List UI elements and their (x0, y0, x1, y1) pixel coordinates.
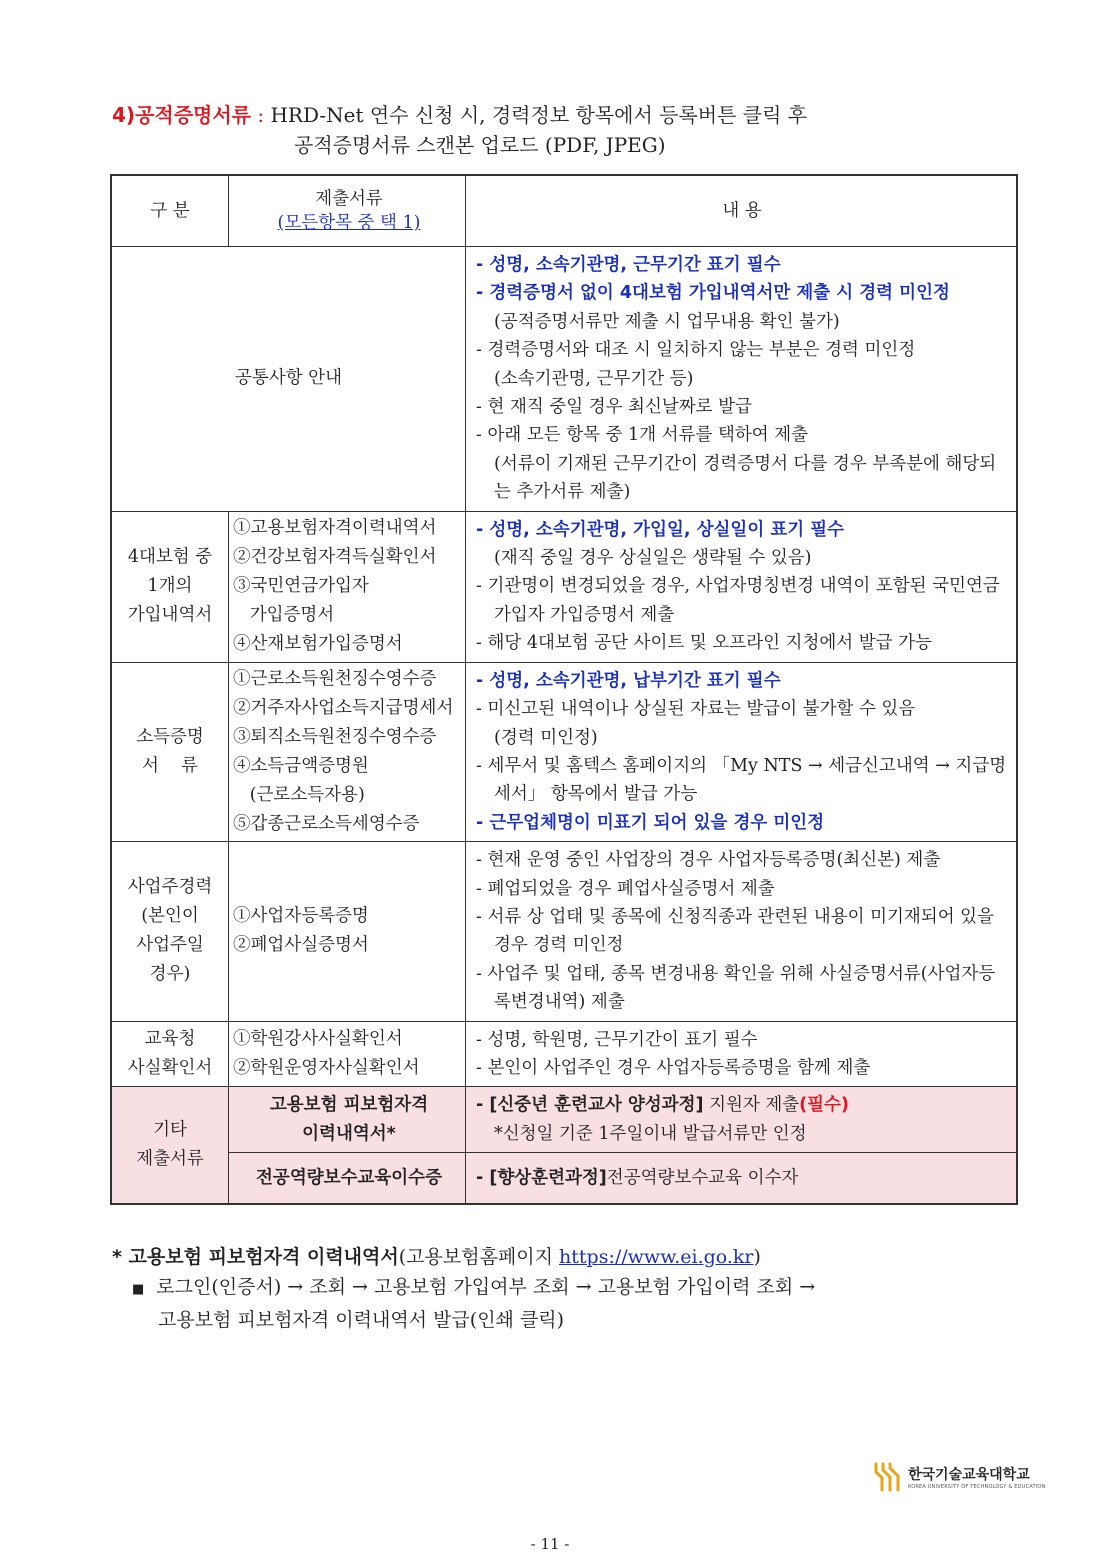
university-logo (872, 1460, 1046, 1494)
footnote-step-1: ■ 로그인(인증서) → 조회 → 고용보험 가입여부 조회 → 고용보험 가입이력 조회 → (132, 1276, 816, 1298)
row-docs-business (229, 842, 466, 1021)
content-item: - 성명, 소속기관명, 납부기간 표기 필수 (476, 670, 781, 691)
document-item: ①고용보험자격이력내역서 (233, 518, 437, 539)
label-line: 교육청 (144, 1028, 196, 1049)
row-doc-ei-history (229, 1087, 466, 1153)
heading-text: HRD-Net 연수 신청 시, 경력정보 항목에서 등록버튼 클릭 후 (270, 103, 808, 127)
heading-line-2: 공적증명서류 스캔본 업로드 (PDF, JPEG) (294, 133, 666, 157)
bullet-icon: ■ (132, 1282, 145, 1297)
university-name-english: KOREA UNIVERSITY OF TECHNOLOGY & EDUCATION (908, 1484, 1046, 1490)
row-docs-income (229, 662, 466, 841)
table-row-income (111, 662, 1017, 841)
row-label-insurance (111, 511, 229, 662)
label-line: 고용보험 피보험자격 (269, 1094, 429, 1115)
footnote (112, 1242, 815, 1335)
content-item: - 해당 4대보험 공단 사이트 및 오프라인 지청에서 발급 가능 (476, 633, 932, 654)
content-item: - 기관명이 변경되었을 경우, 사업자명칭변경 내역이 포함된 국민연금가입자 가입증명서 제출 (476, 576, 1000, 625)
label-line: 소득증명 (136, 726, 204, 747)
content-item: - 경력증명서 없이 4대보험 가입내역서만 제출 시 경력 미인정 (476, 283, 950, 304)
header-documents-note: (모든항목 중 택 1) (277, 213, 421, 233)
row-label-other (111, 1087, 229, 1204)
row-contents-income (466, 662, 1018, 841)
content-item: - 근무업체명이 미표기 되어 있을 경우 미인정 (476, 812, 825, 833)
document-item: ⑤갑종근로소득세영수증 (233, 813, 420, 834)
content-item: (경력 미인정) (494, 727, 598, 748)
row-docs-insurance (229, 511, 466, 662)
content-item: (재직 중일 경우 상실일은 생략될 수 있음) (494, 548, 812, 569)
header-category: 구 분 (111, 175, 229, 247)
heading-label: 4)공적증명서류 (112, 103, 251, 127)
document-item: ④산재보험가입증명서 (233, 634, 403, 655)
header-documents: 제출서류 (모든항목 중 택 1) (229, 175, 466, 247)
document-item: ④소득금액증명원 (233, 755, 369, 776)
content-item: - 성명, 소속기관명, 근무기간 표기 필수 (476, 255, 781, 275)
row-contents-business (466, 842, 1018, 1021)
document-item: ②폐업사실증명서 (233, 935, 369, 956)
row-label-income (111, 662, 229, 841)
label-line: 이력내역서* (302, 1123, 396, 1144)
label-line: 사실확인서 (127, 1057, 213, 1078)
label-line: 사업주일 (136, 935, 204, 956)
table-row-other-2 (111, 1153, 1017, 1205)
content-item: - 서류 상 업태 및 종목에 신청직종과 관련된 내용이 미기재되어 있을 경우 경력 미인정 (476, 906, 994, 956)
label-line: (본인이 (141, 906, 199, 927)
table-row-business (111, 842, 1017, 1021)
table-row-insurance (111, 511, 1017, 662)
content-item: - 폐업되었을 경우 폐업사실증명서 제출 (476, 878, 775, 899)
document-item: ①학원강사사실확인서 (233, 1028, 403, 1049)
heading-line-1: 4)공적증명서류 : HRD-Net 연수 신청 시, 경력정보 항목에서 등록버튼 클릭 후 (112, 103, 808, 127)
document-item: ①근로소득원천징수영수증 (233, 668, 437, 689)
row-label-education (111, 1021, 229, 1087)
document-item: ①사업자등록증명 (233, 906, 369, 927)
label-line: 사업주경력 (127, 877, 213, 898)
label-line: 4대보험 중 (127, 547, 213, 568)
university-name: 한국기술교육대학교 (908, 1467, 1030, 1483)
documents-table (110, 174, 1018, 1205)
table-row-education (111, 1021, 1017, 1087)
footnote-title-line: * 고용보험 피보험자격 이력내역서(고용보험홈페이지 https://www.ei.go.kr) (112, 1246, 761, 1268)
label-line: 기타 (153, 1120, 187, 1141)
header-contents: 내 용 (466, 175, 1018, 247)
content-item: (소속기관명, 근무기간 등) (494, 368, 694, 389)
label-line: 서 류 (141, 755, 199, 776)
ei-website-link[interactable]: https://www.ei.go.kr (559, 1246, 754, 1268)
row-contents-education (466, 1021, 1018, 1087)
document-item: 가입증명서 (233, 605, 335, 626)
content-item: - 사업주 및 업태, 종목 변경내용 확인을 위해 사실증명서류(사업자등록변경내역) 제출 (476, 963, 996, 1013)
content-item: - 세무서 및 홈텍스 홈페이지의 「My NTS → 세금신고내역 → 지급명세서」 항목에서 발급 가능 (476, 755, 1007, 805)
footnote-step-2: 고용보험 피보험자격 이력내역서 발급(인쇄 클릭) (158, 1309, 565, 1331)
content-item: - 미신고된 내역이나 상실된 자료는 발급이 불가할 수 있음 (476, 699, 916, 720)
table-header-row (111, 175, 1017, 247)
label-line: 1개의 (147, 576, 193, 597)
content-item: - 현 재직 중일 경우 최신날짜로 발급 (476, 397, 752, 418)
table-row-common (111, 247, 1017, 512)
table-row-other-1 (111, 1087, 1017, 1153)
content-item: (서류이 기재된 근무기간이 경력증명서 다를 경우 부족분에 해당되는 추가서류 제출) (494, 453, 997, 503)
page-number: - 11 - (530, 1535, 570, 1553)
content-item: - 아래 모든 항목 중 1개 서류를 택하여 제출 (476, 425, 809, 446)
document-item: ②학원운영자사실확인서 (233, 1057, 420, 1078)
row-label-common: 공통사항 안내 (111, 247, 466, 512)
row-contents-major-cert: - [향상훈련과정]전공역량보수교육 이수자 (466, 1153, 1018, 1205)
document-item: ②건강보험자격득실확인서 (233, 547, 437, 568)
row-contents-common (466, 247, 1018, 512)
label-line: 경우) (149, 964, 191, 985)
row-docs-education (229, 1021, 466, 1087)
content-item: - 성명, 학원명, 근무기간이 표기 필수 (476, 1029, 758, 1050)
content-item: - 현재 운영 중인 사업장의 경우 사업자등록증명(최신본) 제출 (476, 850, 941, 871)
document-item: ③국민연금가입자 (233, 576, 369, 597)
document-item: ②거주자사업소득지급명세서 (233, 697, 454, 718)
document-item: ③퇴직소득원천징수영수증 (233, 726, 437, 747)
row-label-business (111, 842, 229, 1021)
content-item: - 본인이 사업주인 경우 사업자등록증명을 함께 제출 (476, 1057, 871, 1078)
row-contents-ei-history: - [신중년 훈련교사 양성과정] 지원자 제출(필수) *신청일 기준 1주일이내 발급서류만 인정 (466, 1087, 1018, 1153)
label-line: 제출서류 (136, 1149, 204, 1170)
section-heading (112, 100, 807, 160)
label-line: 가입내역서 (127, 605, 213, 626)
university-emblem-icon (872, 1460, 902, 1494)
document-item: (근로소득자용) (233, 784, 365, 805)
content-item: - 경력증명서와 대조 시 일치하지 않는 부분은 경력 미인정 (476, 340, 916, 361)
content-item: - 성명, 소속기관명, 가입일, 상실일이 표기 필수 (476, 519, 845, 540)
content-item: (공적증명서류만 제출 시 업무내용 확인 불가) (494, 311, 840, 332)
row-doc-major-cert: 전공역량보수교육이수증 (229, 1153, 466, 1205)
row-contents-insurance (466, 511, 1018, 662)
